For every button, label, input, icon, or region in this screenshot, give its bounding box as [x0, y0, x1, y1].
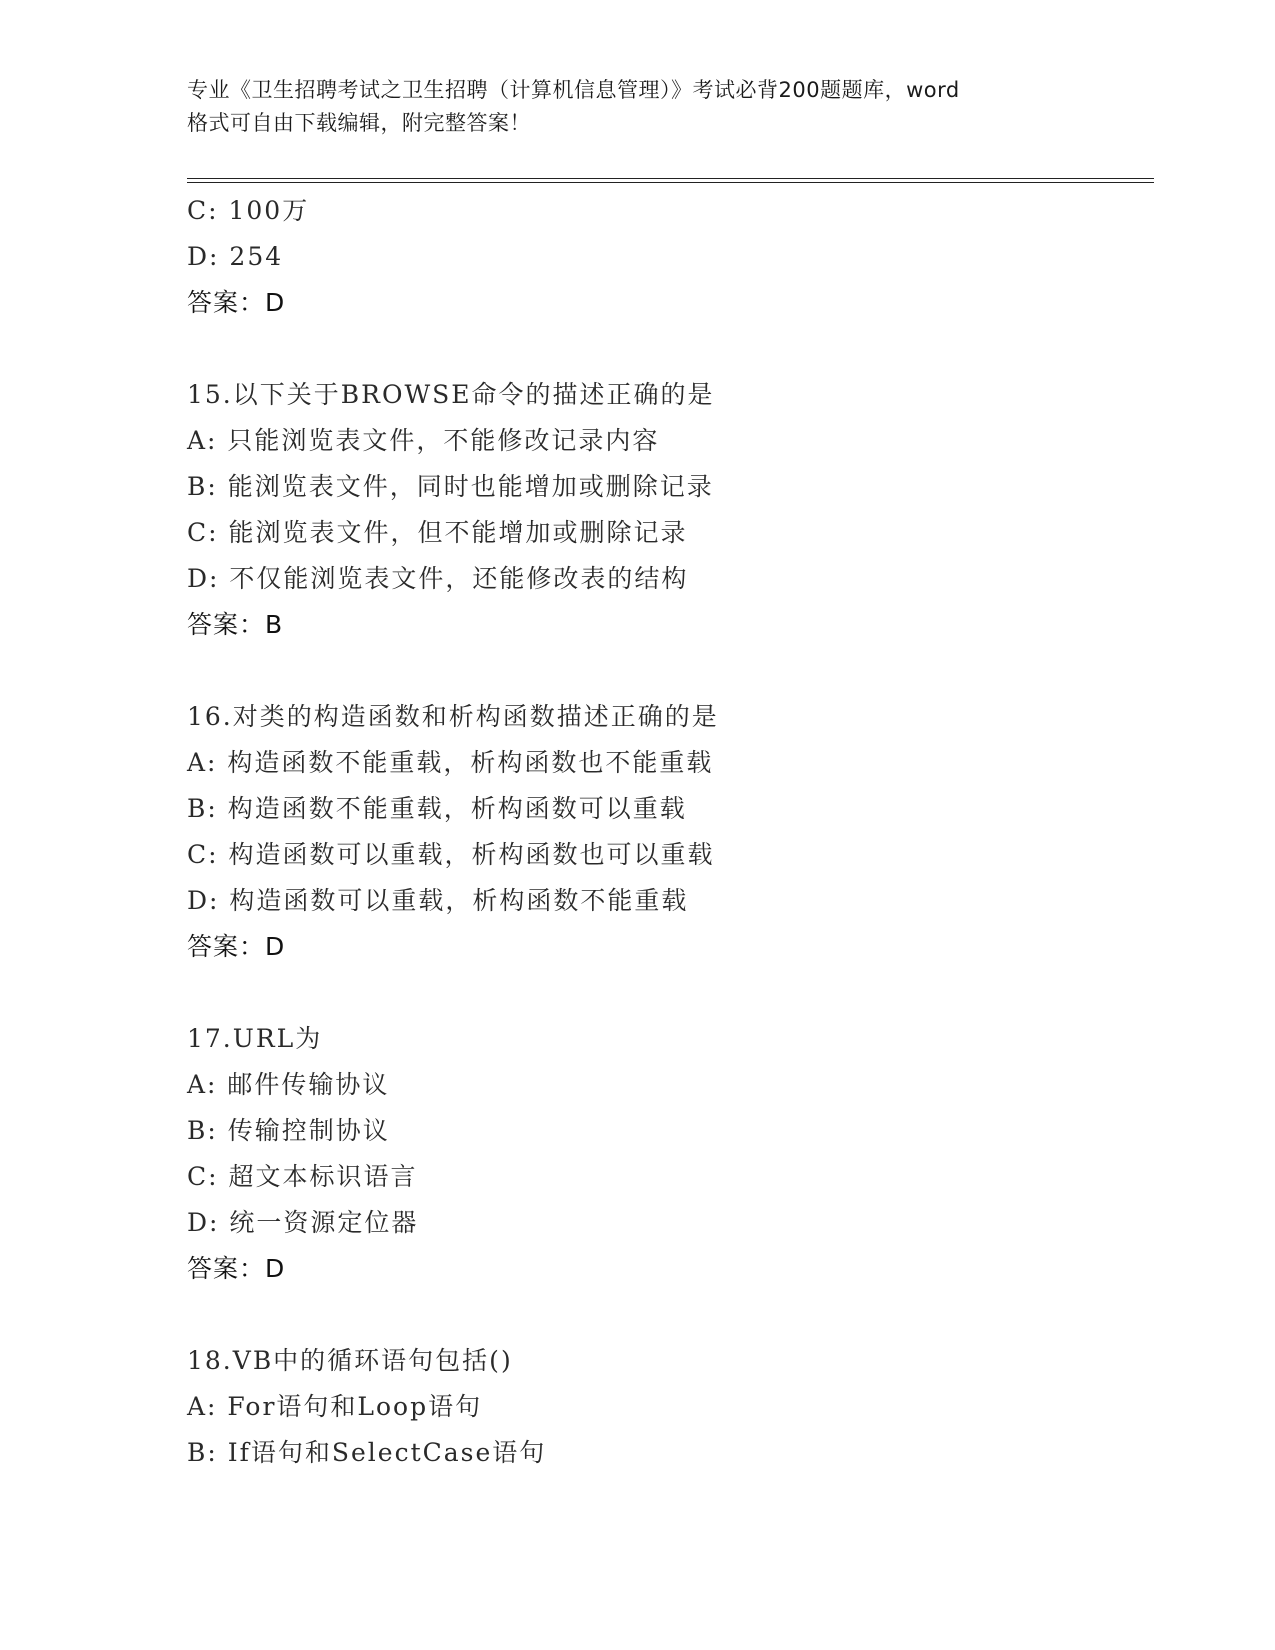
- question-block-15: [187, 372, 1167, 648]
- answer: 答案：D: [187, 288, 286, 317]
- question-block-17: [187, 1016, 1167, 1292]
- option-a: A: 构造函数不能重载，析构函数也不能重载: [187, 748, 714, 777]
- option-b: B: 构造函数不能重载，析构函数可以重载: [187, 794, 687, 823]
- option-d: D: 不仅能浏览表文件，还能修改表的结构: [187, 564, 689, 593]
- answer: 答案：D: [187, 932, 286, 961]
- option-b: B: 能浏览表文件，同时也能增加或删除记录: [187, 472, 714, 501]
- option-b: B: If语句和SelectCase语句: [187, 1438, 547, 1467]
- spacer: [187, 648, 1167, 694]
- answer: 答案：B: [187, 610, 284, 639]
- option-c: C: 超文本标识语言: [187, 1162, 418, 1191]
- answer: 答案：D: [187, 1254, 286, 1283]
- spacer: [187, 1292, 1167, 1338]
- option-d: D: 254: [187, 242, 284, 271]
- question-block-14: [187, 188, 1167, 326]
- header-divider-top: [187, 178, 1154, 179]
- spacer: [187, 970, 1167, 1016]
- option-c: C: 100万: [187, 196, 310, 225]
- question-block-18: [187, 1338, 1167, 1476]
- header-line-1: 专业《卫生招聘考试之卫生招聘（计算机信息管理）》考试必背200题题库，word: [187, 78, 960, 102]
- header-line-2: 格式可自由下载编辑，附完整答案！: [187, 111, 531, 135]
- question-list: [187, 188, 1167, 1476]
- option-b: B: 传输控制协议: [187, 1116, 390, 1145]
- option-a: A: 邮件传输协议: [187, 1070, 390, 1099]
- question-text: 15.以下关于BROWSE命令的描述正确的是: [187, 380, 715, 409]
- question-text: 17.URL为: [187, 1024, 323, 1053]
- option-a: A: 只能浏览表文件，不能修改记录内容: [187, 426, 660, 455]
- option-c: C: 构造函数可以重载，析构函数也可以重载: [187, 840, 715, 869]
- question-block-16: [187, 694, 1167, 970]
- option-d: D: 统一资源定位器: [187, 1208, 419, 1237]
- document-header: [187, 74, 1087, 140]
- option-c: C: 能浏览表文件，但不能增加或删除记录: [187, 518, 688, 547]
- option-d: D: 构造函数可以重载，析构函数不能重载: [187, 886, 689, 915]
- question-text: 16.对类的构造函数和析构函数描述正确的是: [187, 702, 719, 731]
- question-text: 18.VB中的循环语句包括(): [187, 1346, 513, 1375]
- header-divider-bottom: [187, 182, 1154, 183]
- option-a: A: For语句和Loop语句: [187, 1392, 483, 1421]
- spacer: [187, 326, 1167, 372]
